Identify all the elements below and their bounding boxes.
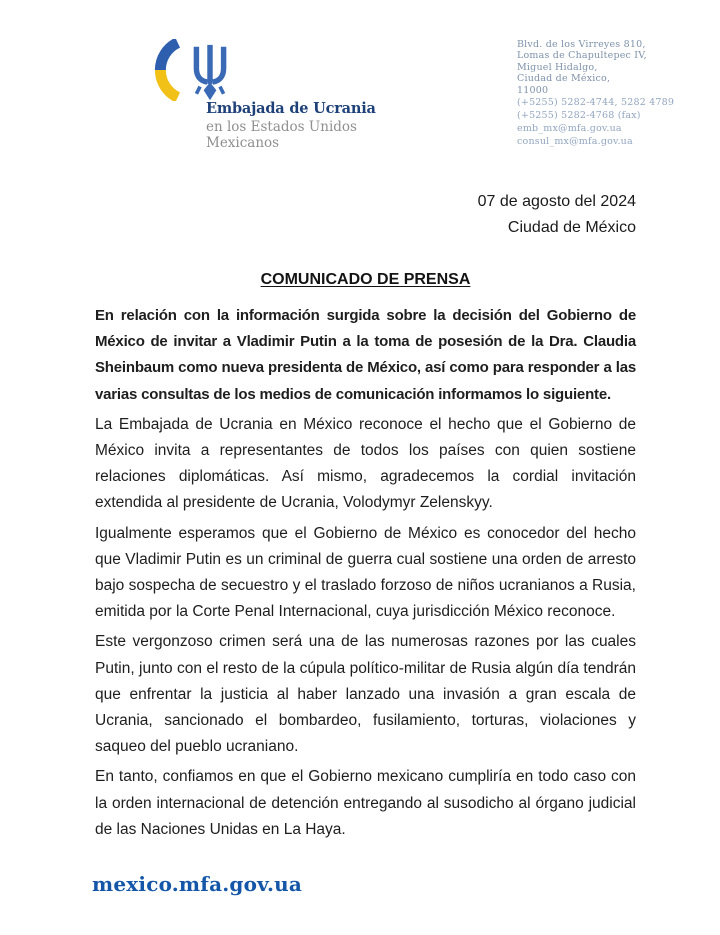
body-paragraph: Este vergonzoso crimen será una de las numerosas razones por las cuales Putin, junto con el resto de la cúpula político-militar de Rusia algún día tendrán que enfrentar la justicia al haber lanzado una invasión a gran escala de Ucrania, sancionado el bombardeo, fusilamiento, torturas, violaciones y saqueo del pueblo ucraniano. — [95, 633, 636, 756]
email-line: consul_mx@mfa.gov.ua — [517, 136, 633, 147]
embassy-phones-emails — [517, 96, 674, 148]
body-paragraph-intro: En relación con la información surgida sobre la decisión del Gobierno de México de invitar a Vladimir Putin a la toma de posesión de la Dra. Claudia Sheinbaum como nueva presidenta de México, así como para responder a las varias consultas de los medios de comunicación informamos lo siguiente. — [95, 307, 636, 403]
fax-line: (+5255) 5282-4768 (fax) — [517, 110, 641, 121]
ukraine-flag-arc-icon — [154, 39, 185, 106]
date-text: 07 de agosto del 2024 — [477, 193, 636, 210]
address-line: Blvd. de los Virreyes 810, — [517, 39, 646, 50]
embassy-website: mexico.mfa.gov.ua — [92, 872, 303, 896]
dateline — [478, 189, 636, 241]
phone-line: (+5255) 5282-4744, 5282 4789 — [517, 97, 675, 108]
body-paragraph: Igualmente esperamos que el Gobierno de México es conocedor del hecho que Vladimir Putin es un criminal de guerra cual sostiene una orden de arresto bajo sospecha de secuestro y el traslado forzoso de niños ucranianos a Rusia, emitida por la Corte Penal Internacional, cuya jurisdicción México reconoce. — [95, 524, 636, 621]
embassy-subtitle: en los Estados Unidos Mexicanos — [206, 119, 357, 151]
city-text: Ciudad de México — [507, 219, 636, 236]
document-title: COMUNICADO DE PRENSA — [260, 271, 471, 288]
email-line: emb_mx@mfa.gov.ua — [517, 123, 622, 134]
address-line: 11000 — [517, 84, 549, 96]
body-paragraph: En tanto, confiamos en que el Gobierno mexicano cumpliría en todo caso con la orden internacional de detención entregando al susodicho al órgano judicial de las Naciones Unidas en La Haya. — [95, 768, 636, 838]
embassy-name: Embajada de Ucrania — [206, 100, 376, 117]
address-line: Lomas de Chapultepec IV, — [517, 50, 647, 62]
embassy-address — [517, 39, 647, 96]
document-body — [95, 303, 636, 847]
embassy-wordmark — [206, 100, 376, 151]
ukraine-trident-icon — [189, 44, 231, 107]
address-line: Miguel Hidalgo, — [517, 61, 598, 73]
address-line: Ciudad de México, — [517, 73, 611, 85]
body-paragraph: La Embajada de Ucrania en México reconoce el hecho que el Gobierno de México invita a representantes de todos los países con quien sostiene relaciones diplomáticas. Así mismo, agradecemos la cordial invitación extendida al presidente de Ucrania, Volodymyr Zelenskyy. — [95, 415, 636, 512]
